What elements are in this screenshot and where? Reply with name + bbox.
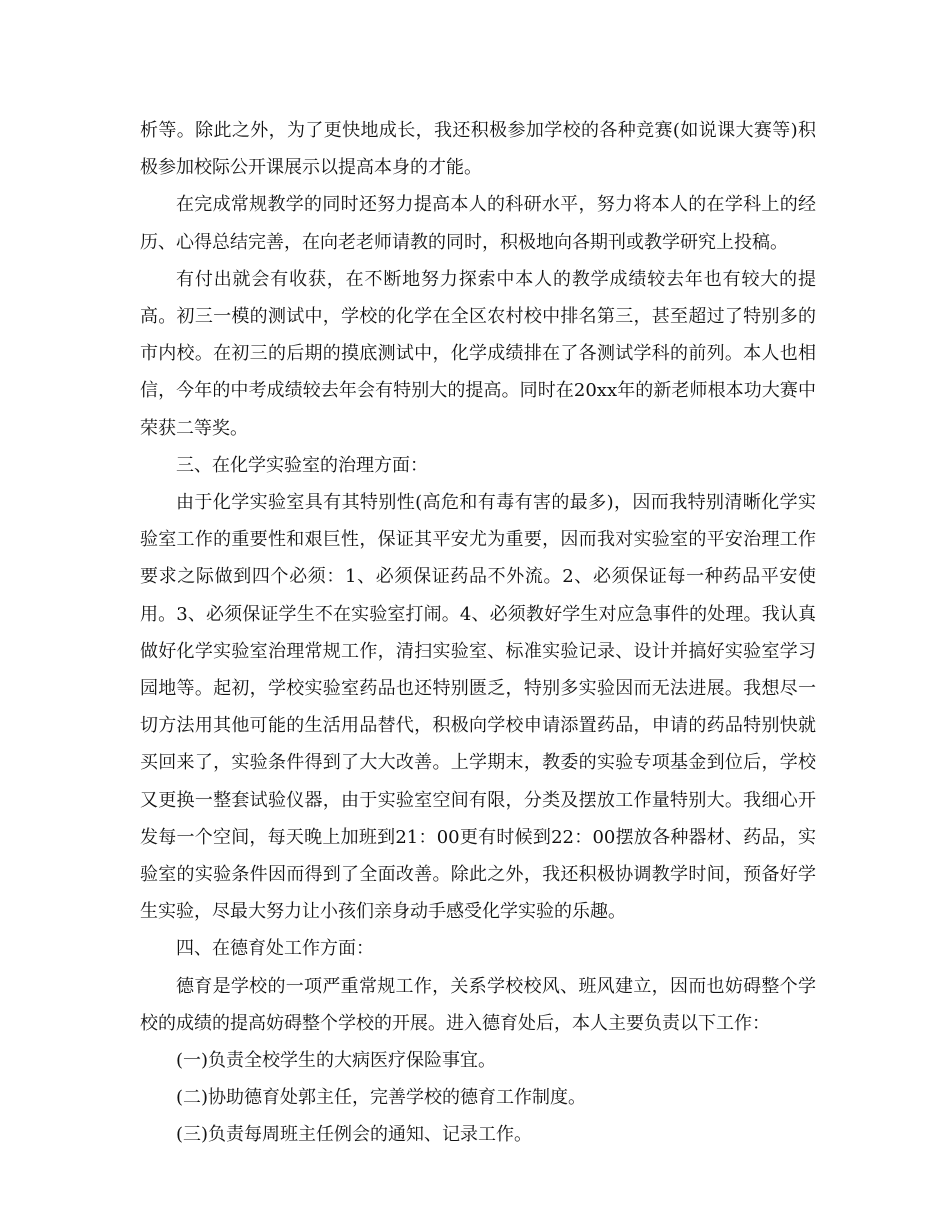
section-heading-lab: 三、在化学实验室的治理方面：	[176, 454, 428, 476]
paragraph-research: 在完成常规教学的同时还努力提高本人的科研水平，努力将本人的在学科上的经历、心得总结完善，在向老老师请教的同时，积极地向各期刊或教学研究上投稿。	[140, 194, 816, 253]
paragraph-continuation: 析等。除此之外，为了更快地成长，我还积极参加学校的各种竞赛(如说课大赛等)积极参加校际公开课展示以提高本身的才能。	[140, 120, 816, 179]
document-page	[140, 112, 816, 1154]
paragraph-results: 有付出就会有收获，在不断地努力探索中本人的教学成绩较去年也有较大的提高。初三一模的测试中，学校的化学在全区农村校中排名第三，甚至超过了特别多的市内校。在初三的后期的摸底测试中，化学成绩排在了各测试学科的前列。本人也相信，今年的中考成绩较去年会有特别大的提高。同时在20xx年的新老师根本功大赛中荣获二等奖。	[140, 268, 816, 439]
list-item-2: (二)协助德育处郭主任，完善学校的德育工作制度。	[176, 1087, 587, 1109]
list-item-1: (一)负责全校学生的大病医疗保险事宜。	[176, 1050, 497, 1072]
section-heading-moral-education: 四、在德育处工作方面：	[176, 938, 374, 960]
paragraph-lab-management: 由于化学实验室具有其特别性(高危和有毒有害的最多)，因而我特别清晰化学实验室工作的重要性和艰巨性，保证其平安尤为重要，因而我对实验室的平安治理工作要求之际做到四个必须：1、必须保证药品不外流。2、必须保证每一种药品平安使用。3、必须保证学生不在实验室打闹。4、必须教好学生对应急事件的处理。我认真做好化学实验室治理常规工作，清扫实验室、标准实验记录、设计并搞好实验室学习园地等。起初，学校实验室药品也还特别匮乏，特别多实验因而无法进展。我想尽一切方法用其他可能的生活用品替代，积极向学校申请添置药品，申请的药品特别快就买回来了，实验条件得到了大大改善。上学期末，教委的实验专项基金到位后，学校又更换一整套试验仪器，由于实验室空间有限，分类及摆放工作量特别大。我细心开发每一个空间，每天晚上加班到21：00更有时候到22：00摆放各种器材、药品，实验室的实验条件因而得到了全面改善。除此之外，我还积极协调教学时间，预备好学生实验，尽最大努力让小孩们亲身动手感受化学实验的乐趣。	[140, 492, 816, 923]
paragraph-moral-education: 德育是学校的一项严重常规工作，关系学校校风、班风建立，因而也妨碍整个学校的成绩的提高妨碍整个学校的开展。进入德育处后，本人主要负责以下工作：	[140, 975, 816, 1034]
list-item-3: (三)负责每周班主任例会的通知、记录工作。	[176, 1124, 533, 1146]
